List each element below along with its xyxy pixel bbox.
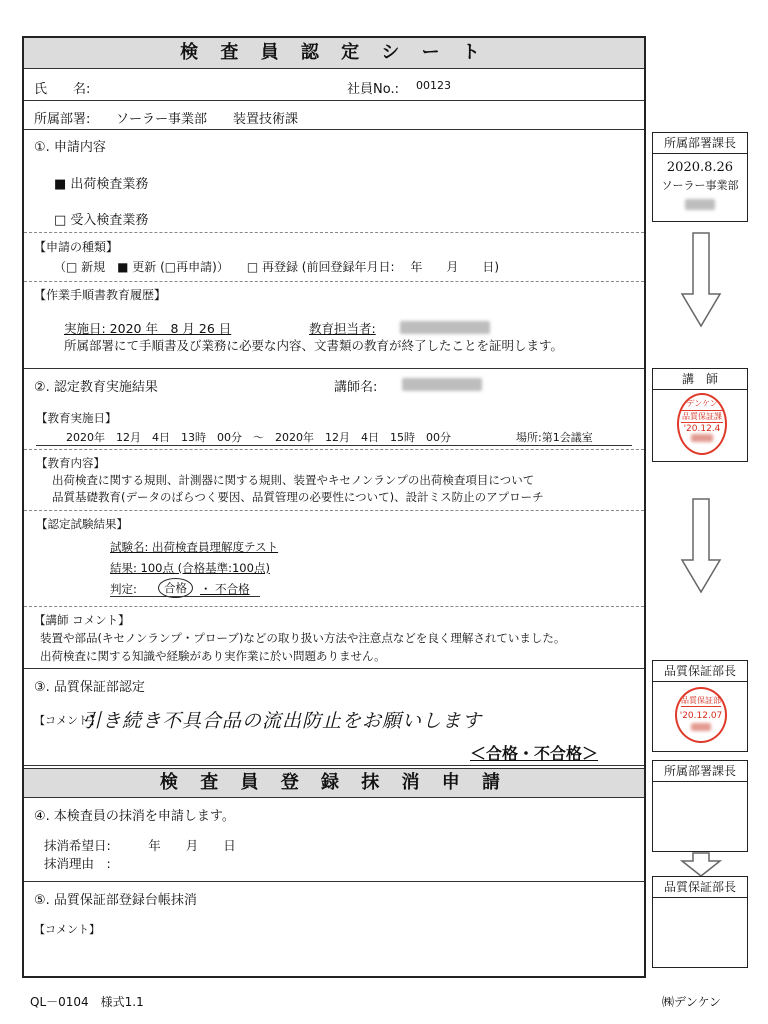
qa-manager-label: 品質保証部長 [653,661,747,682]
shipping-inspection-checkbox: ■ 出荷検査業務 [54,177,149,192]
stamp2-division: 品質保証部 [681,696,721,705]
flow-arrow-down-icon [680,498,722,594]
training-datetime: 2020年 12月 4日 13時 00分 ～ 2020年 12月 4日 15時 00分 [66,431,451,444]
section1-heading: ①. 申請内容 [34,140,106,155]
stamp1-redacted [691,434,713,442]
instructor-approval-box [652,368,748,462]
redacted-trainer-name [400,321,490,334]
receiving-inspection-checkbox: □ 受入検査業務 [54,213,149,228]
training-content-1: 出荷検査に関する規則、計測器に関する規則、装置やキセノンランプの出荷検査項目について [52,473,535,487]
cancel-dept-manager-label: 所属部署課長 [653,761,747,782]
form-title: 検 査 員 認 定 シ ー ト [24,38,644,68]
training-date: 実施日: 2020 年 8 月 26 日 [64,321,232,336]
employee-no-label: 社員No.: [347,82,399,97]
section3-heading: ③. 品質保証部認定 [34,680,145,695]
instructor-seal-stamp [677,393,727,455]
department-value: ソーラー事業部 装置技術課 [116,112,299,127]
cancel-dept-manager-box [652,760,748,852]
inspector-certification-form [22,36,646,978]
judgment-fail: ・ 不合格 [200,582,250,596]
dept-manager-label: 所属部署課長 [653,133,747,154]
stamp1-division: 品質保証課 [682,412,722,421]
instructor-label: 講師名: [334,380,378,395]
judgment-pass-circled: 合格 [158,578,193,598]
qa-manager-approval-box [652,660,748,752]
cancel-reason-line: 抹消理由 : [44,856,111,871]
exam-score: 結果: 100点 (合格基準:100点) [110,561,270,575]
instructor-comment-2: 出荷検査に関する知識や経験があり実作業に於い問題ありません。 [40,649,386,663]
flow-arrow-down-icon [680,852,722,878]
request-type-heading: 【申請の種類】 [34,240,119,254]
stamp2-date: '20.12.07 [679,711,723,721]
section5-comment-label: 【コメント】 [34,923,100,936]
judgment-label: 判定: [110,582,137,596]
stamp1-date: '20.12.4 [683,424,721,434]
redacted-manager-name [685,199,715,210]
manual-training-heading: 【作業手順書教育履歴】 [34,288,167,302]
qa-verdict: ＜合格・不合格＞ [470,744,599,763]
trainer-label: 教育担当者: [309,321,376,336]
dept-manager-dept: ソーラー事業部 [661,179,739,192]
instructor-box-label: 講 師 [653,369,747,390]
cancellation-title: 検 査 員 登 録 抹 消 申 請 [24,769,644,797]
exam-result-heading: 【認定試験結果】 [36,517,128,531]
training-place: 場所:第1会議室 [516,431,593,444]
flow-arrow-down-icon [680,232,722,328]
cancel-date-line: 抹消希望日: 年 月 日 [44,838,236,853]
request-type-options: （□ 新規 ■ 更新 (□再申請)） □ 再登録 (前回登録年月日: 年 月 日) [54,260,500,274]
stamp1-company: デンケン [686,399,718,408]
certification-statement: 所属部署にて手順書及び業務に必要な内容、文書類の教育が終了したことを証明します。 [64,338,564,353]
cancel-qa-manager-label: 品質保証部長 [653,877,747,898]
qa-comment-label: 【コメント】 [34,714,100,727]
training-content-2: 品質基礎教育(データのばらつく要因、品質管理の必要性について)、設計ミス防止のアプローチ [52,490,544,504]
cancel-qa-manager-box [652,876,748,968]
stamp2-redacted [691,723,711,731]
training-content-heading: 【教育内容】 [36,456,105,470]
name-label: 氏 名: [34,82,91,97]
dept-manager-date: 2020.8.26 [666,160,734,175]
redacted-instructor-name [402,378,482,391]
section2-heading: ②. 認定教育実施結果 [34,380,158,395]
department-label: 所属部署: [34,112,91,127]
section4-heading: ④. 本検査員の抹消を申請します。 [34,809,235,824]
company-name: ㈱デンケン [662,995,721,1009]
qa-manager-seal-stamp [675,687,727,743]
dept-manager-approval-box [652,132,748,222]
employee-no-value: 00123 [416,79,451,92]
instructor-comment-heading: 【講師 コメント】 [34,613,130,627]
qa-handwritten-comment: 引き続き不具合品の流出防止をお願いします [82,710,483,732]
exam-name: 試験名: 出荷検査員理解度テスト [110,540,279,554]
training-date-heading: 【教育実施日】 [36,411,117,425]
form-number: QL－0104 様式1.1 [30,995,144,1009]
section5-heading: ⑤. 品質保証部登録台帳抹消 [34,893,197,908]
instructor-comment-1: 装置や部品(キセノンランプ・プローブ)などの取り扱い方法や注意点などを良く理解されていました。 [40,631,566,645]
